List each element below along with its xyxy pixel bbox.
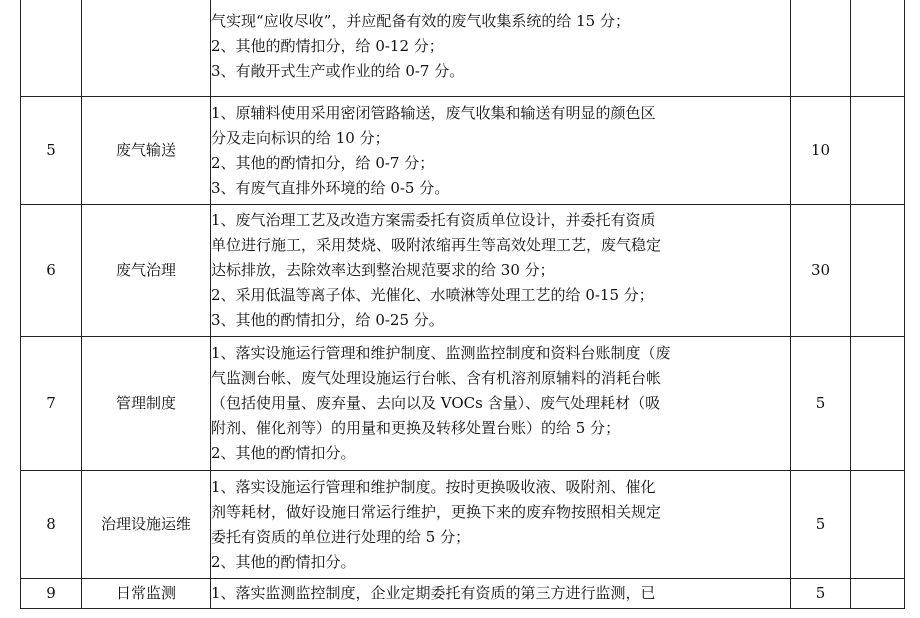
criteria-line: 2、采用低温等离子体、光催化、水喷淋等处理工艺的给 0-15 分； [211,286,654,304]
table-body [21,0,905,609]
table-row [21,579,905,609]
criteria-line: 2、其他的酌情扣分。 [211,552,356,571]
criteria-cell [211,97,791,205]
table-row [21,205,905,337]
score-cell: 5 [791,337,851,471]
criteria-line: 1、原辅料使用采用密闭管路输送，废气收集和输送有明显的颜色区 [211,103,656,122]
criteria-line: 1、落实设施运行管理和维护制度、监测监控制度和资料台账制度（废 [211,344,671,362]
score-cell: 5 [791,579,851,609]
criteria-cell [211,579,791,609]
criteria-line: 气实现“应收尽收”，并应配备有效的废气收集系统的给 15 分； [211,12,630,30]
blank-cell [851,337,905,471]
blank-cell [851,579,905,609]
criteria-cell [211,471,791,579]
row-number: 9 [21,579,82,609]
table-row [21,337,905,471]
criteria-cell [211,0,791,97]
item-name: 日常监测 [82,579,211,609]
table-row [21,0,905,97]
criteria-line: 1、落实监测监控制度，企业定期委托有资质的第三方进行监测，已 [211,584,656,602]
criteria-line: 1、落实设施运行管理和维护制度。按时更换吸收液、吸附剂、催化 [211,477,656,496]
criteria-line: 剂等耗材，做好设施日常运行维护，更换下来的废弃物按照相关规定 [211,502,662,521]
blank-cell [851,205,905,337]
criteria-line: 气监测台帐、废气处理设施运行台帐、含有机溶剂原辅料的消耗台帐 [211,369,662,387]
criteria-line: 附剂、催化剂等）的用量和更换及转移处置台账）的给 5 分； [211,419,621,437]
criteria-line: 3、有敞开式生产或作业的给 0-7 分。 [211,62,465,80]
score-cell [791,0,851,97]
score-cell: 10 [791,97,851,205]
criteria-line: 委托有资质的单位进行处理的给 5 分； [211,527,471,546]
row-number: 8 [21,471,82,579]
score-cell: 30 [791,205,851,337]
row-number [21,0,82,97]
score-cell: 5 [791,471,851,579]
criteria-line: 2、其他的酌情扣分，给 0-12 分； [211,37,444,55]
criteria-line: 分及走向标识的给 10 分； [211,128,390,147]
criteria-line: 单位进行施工，采用焚烧、吸附浓缩再生等高效处理工艺，废气稳定 [211,236,662,254]
table-row [21,97,905,205]
criteria-line: 2、其他的酌情扣分。 [211,444,356,462]
item-name: 管理制度 [82,337,211,471]
criteria-line: 达标排放，去除效率达到整治规范要求的给 30 分； [211,261,555,279]
item-name: 废气治理 [82,205,211,337]
blank-cell [851,97,905,205]
item-name [82,0,211,97]
item-name: 治理设施运维 [82,471,211,579]
criteria-line: 1、废气治理工艺及改造方案需委托有资质单位设计，并委托有资质 [211,211,656,229]
scoring-table [20,0,905,609]
table-row [21,471,905,579]
criteria-line: 3、其他的酌情扣分，给 0-25 分。 [211,311,444,329]
criteria-cell [211,337,791,471]
criteria-line: 2、其他的酌情扣分，给 0-7 分； [211,153,435,172]
item-name: 废气输送 [82,97,211,205]
row-number: 7 [21,337,82,471]
blank-cell [851,0,905,97]
criteria-line: （包括使用量、废弃量、去向以及 VOCs 含量）、废气处理耗材（吸 [211,394,661,412]
row-number: 5 [21,97,82,205]
blank-cell [851,471,905,579]
criteria-line: 3、有废气直排外环境的给 0-5 分。 [211,178,450,197]
criteria-cell [211,205,791,337]
row-number: 6 [21,205,82,337]
